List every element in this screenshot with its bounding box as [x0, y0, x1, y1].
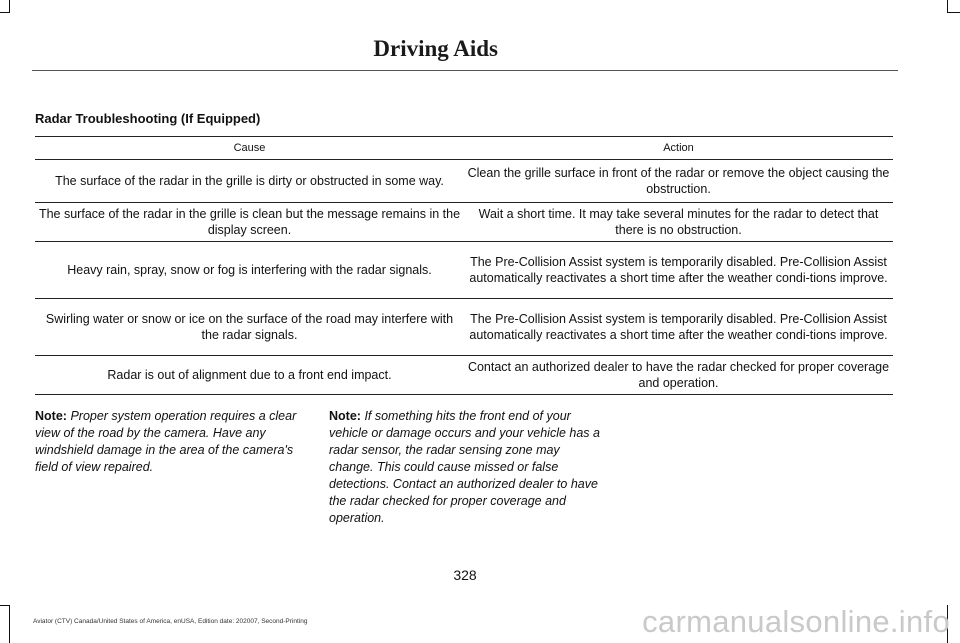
cause-cell: The surface of the radar in the grille is clean but the message remains in the display screen. — [35, 203, 464, 242]
action-cell: Clean the grille surface in front of the radar or remove the object causing the obstruction. — [464, 160, 893, 203]
crop-mark — [9, 0, 10, 12]
column-header-action: Action — [464, 137, 893, 160]
note-radar — [329, 408, 601, 527]
troubleshooting-table — [35, 136, 893, 395]
column-header-cause: Cause — [35, 137, 464, 160]
crop-mark — [0, 605, 10, 606]
table-row — [35, 242, 893, 299]
crop-mark — [947, 0, 948, 12]
table-row — [35, 203, 893, 242]
table-row — [35, 356, 893, 395]
action-cell: Wait a short time. It may take several minutes for the radar to detect that there is no obstruction. — [464, 203, 893, 242]
cause-cell: Radar is out of alignment due to a front end impact. — [35, 356, 464, 395]
note-text: If something hits the front end of your vehicle or damage occurs and your vehicle has a radar sensor, the radar sensing zone may change. This could cause missed or false detections. Contact an authorized dealer to have the radar checked for proper coverage and operation. — [329, 409, 600, 525]
cause-cell: Swirling water or snow or ice on the surface of the road may interfere with the radar signals. — [35, 299, 464, 356]
action-cell: Contact an authorized dealer to have the radar checked for proper coverage and operation. — [464, 356, 893, 395]
note-text: Proper system operation requires a clear view of the road by the camera. Have any windshield damage in the area of the camera's field of view repaired. — [35, 409, 297, 474]
table-row — [35, 299, 893, 356]
note-label: Note: — [35, 409, 67, 423]
action-cell: The Pre-Collision Assist system is temporarily disabled. Pre-Collision Assist automatically reactivates a short time after the weather condi-tions improve. — [464, 242, 893, 299]
crop-mark — [0, 12, 10, 13]
table-row — [35, 160, 893, 203]
action-cell: The Pre-Collision Assist system is temporarily disabled. Pre-Collision Assist automatically reactivates a short time after the weather condi-tions improve. — [464, 299, 893, 356]
crop-mark — [9, 605, 10, 643]
cause-cell: The surface of the radar in the grille is dirty or obstructed in some way. — [35, 160, 464, 203]
note-camera — [35, 408, 307, 476]
note-label: Note: — [329, 409, 361, 423]
watermark: carmanualsonline.info — [642, 604, 950, 639]
footer-text: Aviator (CTV) Canada/United States of America, enUSA, Edition date: 202007, Second-Printing — [33, 618, 308, 625]
header-divider — [32, 70, 898, 71]
table-header-row — [35, 137, 893, 160]
page-title: Driving Aids — [373, 36, 498, 61]
crop-mark — [947, 12, 960, 13]
page-number: 328 — [453, 567, 477, 583]
cause-cell: Heavy rain, spray, snow or fog is interfering with the radar signals. — [35, 242, 464, 299]
section-title: Radar Troubleshooting (If Equipped) — [35, 111, 261, 126]
